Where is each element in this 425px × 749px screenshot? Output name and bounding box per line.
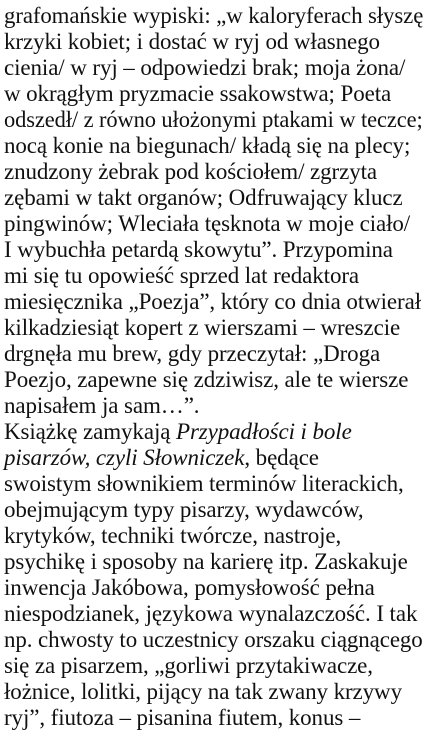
text-line (4, 418, 352, 446)
text-line: się za pisarzem, „gorliwi przytakiwacze, (4, 653, 373, 678)
text-line: cienia/ w ryj – odpowiedzi brak; moja żona/ (4, 55, 406, 80)
book-title-italic: pisarzów, czyli Słowniczek (4, 445, 245, 470)
text-line: swoistym słownikiem terminów literackich, (4, 471, 404, 496)
text-line: odszedł/ z równo ułożonymi ptakami w teczce; (4, 107, 423, 132)
text-line: ryj”, fiutoza – pisanina fiutem, konus – (4, 705, 361, 730)
text-line: krytyków, techniki twórcze, nastroje, (4, 523, 342, 548)
text-line: np. chwosty to uczestnicy orszaku ciągnącego (4, 627, 423, 652)
text-run: , będące (244, 445, 319, 470)
book-title-italic: Przypadłości i bole (176, 419, 352, 444)
text-line: drgnęła mu brew, gdy przeczytał: „Droga (4, 341, 381, 366)
text-line: znudzony żebrak pod kościołem/ zgrzyta (4, 159, 378, 184)
text-line: krzyki kobiet; i dostać w ryj od własnego (4, 29, 380, 54)
text-line: Poezjo, zapewne się zdziwisz, ale te wiersze (4, 367, 409, 392)
text-line: grafomańskie wypiski: „w kaloryferach słyszę (4, 3, 424, 28)
text-line: nocą konie na biegunach/ kładą się na plecy; (4, 133, 411, 158)
text-line: miesięcznika „Poezja”, który co dnia otwierał (4, 289, 421, 314)
text-line: zębami w takt organów; Odfruwający klucz (4, 185, 403, 210)
text-line: napisałem ja sam…”. (4, 393, 200, 418)
text-line: niespodzianek, językowa wynalazczość. I tak (4, 601, 418, 626)
text-line: I wybuchła petardą skowytu”. Przypomina (4, 237, 393, 262)
text-line: łożnice, lolitki, pijący na tak zwany krzywy (4, 679, 402, 704)
text-line: w okrągłym pryzmacie ssakowstwa; Poeta (4, 81, 392, 106)
text-line (4, 444, 319, 472)
text-line: psychikę i sposoby na karierę itp. Zaskakuje (4, 549, 408, 574)
text-line: obejmującym typy pisarzy, wydawców, (4, 497, 364, 522)
text-run: Książkę zamykają (4, 419, 176, 444)
text-line: pingwinów; Wleciała tęsknota w moje ciało/ (4, 211, 411, 236)
text-line: mi się tu opowieść sprzed lat redaktora (4, 263, 360, 288)
text-line: inwencja Jakóbowa, pomysłowość pełna (4, 575, 375, 600)
text-line: kilkadziesiąt kopert z wierszami – wreszcie (4, 315, 401, 340)
